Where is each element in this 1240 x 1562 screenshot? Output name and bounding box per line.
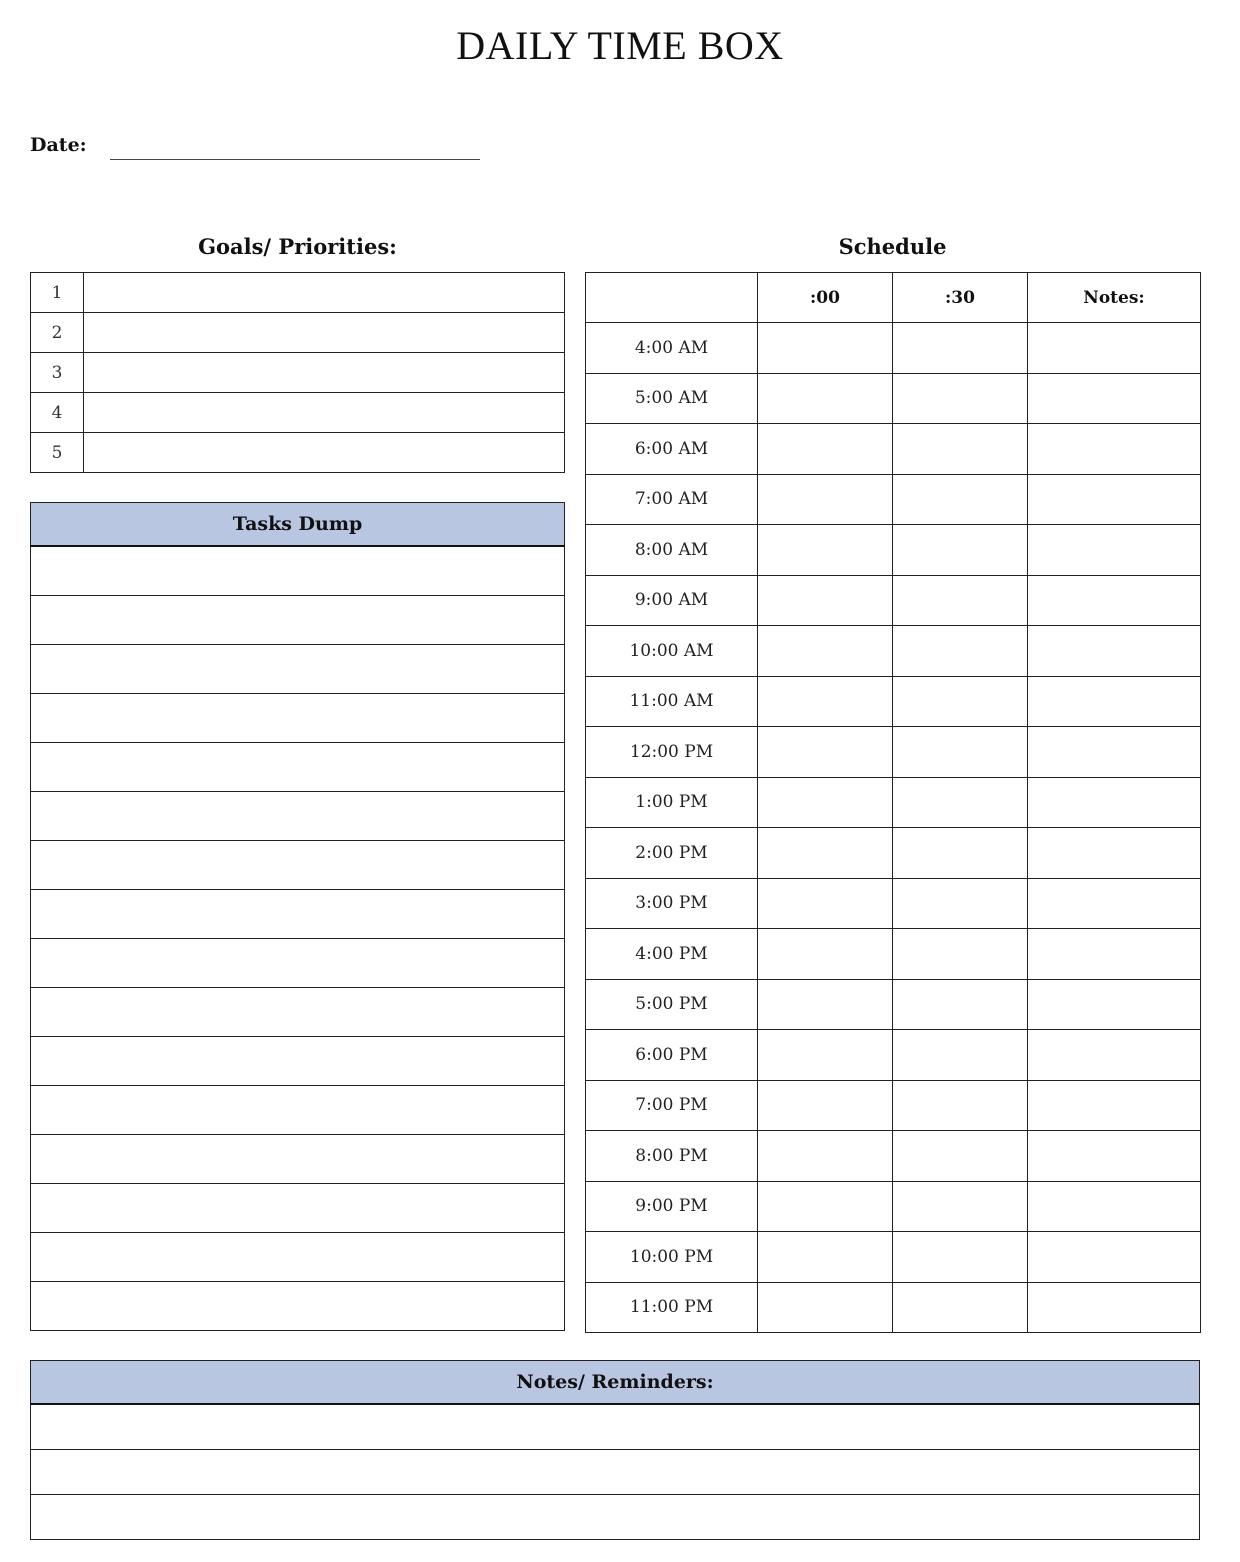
task-input[interactable] — [31, 596, 565, 645]
goal-number: 5 — [31, 433, 84, 473]
notes-input[interactable] — [31, 1495, 1200, 1540]
schedule-time-label: 8:00 AM — [586, 525, 758, 576]
goal-row — [31, 433, 565, 473]
schedule-slot-30[interactable] — [893, 575, 1028, 626]
schedule-time-label: 6:00 PM — [586, 1030, 758, 1081]
task-row — [31, 596, 565, 645]
schedule-notes-cell[interactable] — [1028, 878, 1201, 929]
schedule-notes-cell[interactable] — [1028, 575, 1201, 626]
goal-input[interactable] — [84, 393, 565, 433]
schedule-slot-30[interactable] — [893, 323, 1028, 374]
task-row — [31, 988, 565, 1037]
schedule-time-label: 9:00 PM — [586, 1181, 758, 1232]
task-input[interactable] — [31, 939, 565, 988]
task-row — [31, 645, 565, 694]
task-input[interactable] — [31, 890, 565, 939]
task-row — [31, 1135, 565, 1184]
task-row — [31, 1037, 565, 1086]
schedule-notes-cell[interactable] — [1028, 626, 1201, 677]
schedule-time-label: 10:00 PM — [586, 1232, 758, 1283]
notes-input[interactable] — [31, 1450, 1200, 1495]
schedule-slot-30[interactable] — [893, 727, 1028, 778]
schedule-slot-00[interactable] — [758, 525, 893, 576]
schedule-row — [586, 1030, 1201, 1081]
schedule-slot-30[interactable] — [893, 525, 1028, 576]
goal-number: 1 — [31, 273, 84, 313]
schedule-row — [586, 575, 1201, 626]
task-row — [31, 1184, 565, 1233]
goal-row — [31, 393, 565, 433]
task-input[interactable] — [31, 792, 565, 841]
schedule-time-label: 11:00 PM — [586, 1282, 758, 1333]
schedule-notes-cell[interactable] — [1028, 979, 1201, 1030]
schedule-notes-cell[interactable] — [1028, 828, 1201, 879]
schedule-row — [586, 929, 1201, 980]
schedule-header-30: :30 — [893, 273, 1028, 323]
goal-input[interactable] — [84, 273, 565, 313]
schedule-header-time — [586, 273, 758, 323]
task-row — [31, 1233, 565, 1282]
schedule-table — [585, 272, 1201, 1333]
schedule-slot-30[interactable] — [893, 474, 1028, 525]
task-input[interactable] — [31, 1135, 565, 1184]
goals-title: Goals/ Priorities: — [198, 234, 397, 259]
schedule-slot-30[interactable] — [893, 676, 1028, 727]
schedule-notes-cell[interactable] — [1028, 1030, 1201, 1081]
schedule-slot-30[interactable] — [893, 626, 1028, 677]
schedule-slot-00[interactable] — [758, 929, 893, 980]
schedule-notes-cell[interactable] — [1028, 929, 1201, 980]
schedule-row — [586, 1282, 1201, 1333]
schedule-time-label: 4:00 AM — [586, 323, 758, 374]
task-row — [31, 694, 565, 743]
notes-row — [31, 1404, 1200, 1450]
schedule-slot-00[interactable] — [758, 373, 893, 424]
page-title: DAILY TIME BOX — [456, 23, 784, 68]
schedule-title: Schedule — [838, 234, 947, 259]
schedule-time-label: 10:00 AM — [586, 626, 758, 677]
task-row — [31, 743, 565, 792]
schedule-notes-cell[interactable] — [1028, 1181, 1201, 1232]
task-row — [31, 792, 565, 841]
schedule-header-00: :00 — [758, 273, 893, 323]
task-input[interactable] — [31, 546, 565, 596]
tasks-dump-header: Tasks Dump — [31, 503, 565, 547]
schedule-row — [586, 373, 1201, 424]
schedule-row — [586, 1131, 1201, 1182]
task-input[interactable] — [31, 1184, 565, 1233]
notes-row — [31, 1495, 1200, 1540]
schedule-slot-30[interactable] — [893, 1181, 1028, 1232]
date-label: Date: — [30, 134, 87, 156]
schedule-slot-00[interactable] — [758, 1030, 893, 1081]
schedule-row — [586, 979, 1201, 1030]
schedule-time-label: 9:00 AM — [586, 575, 758, 626]
task-input[interactable] — [31, 1037, 565, 1086]
schedule-slot-00[interactable] — [758, 727, 893, 778]
schedule-slot-30[interactable] — [893, 1131, 1028, 1182]
schedule-slot-30[interactable] — [893, 777, 1028, 828]
schedule-slot-00[interactable] — [758, 828, 893, 879]
schedule-notes-cell[interactable] — [1028, 1131, 1201, 1182]
schedule-row — [586, 727, 1201, 778]
schedule-time-label: 7:00 PM — [586, 1080, 758, 1131]
notes-reminders-table — [30, 1360, 1200, 1540]
schedule-time-label: 7:00 AM — [586, 474, 758, 525]
schedule-slot-30[interactable] — [893, 1080, 1028, 1131]
notes-row — [31, 1450, 1200, 1495]
task-input[interactable] — [31, 1086, 565, 1135]
schedule-slot-00[interactable] — [758, 1131, 893, 1182]
notes-input[interactable] — [31, 1404, 1200, 1450]
schedule-time-label: 8:00 PM — [586, 1131, 758, 1182]
goal-input[interactable] — [84, 353, 565, 393]
schedule-notes-cell[interactable] — [1028, 474, 1201, 525]
schedule-slot-30[interactable] — [893, 929, 1028, 980]
schedule-slot-30[interactable] — [893, 878, 1028, 929]
schedule-slot-00[interactable] — [758, 575, 893, 626]
schedule-time-label: 5:00 AM — [586, 373, 758, 424]
task-row — [31, 890, 565, 939]
task-row — [31, 546, 565, 596]
task-input[interactable] — [31, 1233, 565, 1282]
schedule-row — [586, 323, 1201, 374]
schedule-slot-00[interactable] — [758, 474, 893, 525]
schedule-slot-00[interactable] — [758, 1080, 893, 1131]
goal-row — [31, 313, 565, 353]
schedule-slot-00[interactable] — [758, 878, 893, 929]
schedule-row — [586, 878, 1201, 929]
schedule-notes-cell[interactable] — [1028, 1232, 1201, 1283]
schedule-row — [586, 424, 1201, 475]
schedule-header-notes: Notes: — [1028, 273, 1201, 323]
schedule-slot-30[interactable] — [893, 1030, 1028, 1081]
notes-reminders-header: Notes/ Reminders: — [31, 1361, 1200, 1405]
schedule-notes-cell[interactable] — [1028, 676, 1201, 727]
schedule-time-label: 11:00 AM — [586, 676, 758, 727]
schedule-time-label: 5:00 PM — [586, 979, 758, 1030]
schedule-time-label: 1:00 PM — [586, 777, 758, 828]
schedule-slot-00[interactable] — [758, 323, 893, 374]
schedule-row — [586, 626, 1201, 677]
schedule-slot-30[interactable] — [893, 424, 1028, 475]
task-input[interactable] — [31, 694, 565, 743]
schedule-slot-00[interactable] — [758, 979, 893, 1030]
schedule-slot-00[interactable] — [758, 1232, 893, 1283]
schedule-slot-30[interactable] — [893, 373, 1028, 424]
schedule-notes-cell[interactable] — [1028, 1282, 1201, 1333]
schedule-slot-30[interactable] — [893, 828, 1028, 879]
schedule-time-label: 3:00 PM — [586, 878, 758, 929]
schedule-row — [586, 1181, 1201, 1232]
schedule-row — [586, 1232, 1201, 1283]
schedule-notes-cell[interactable] — [1028, 424, 1201, 475]
goal-number: 3 — [31, 353, 84, 393]
schedule-notes-cell[interactable] — [1028, 525, 1201, 576]
schedule-row — [586, 676, 1201, 727]
task-input[interactable] — [31, 988, 565, 1037]
goal-input[interactable] — [84, 313, 565, 353]
schedule-row — [586, 828, 1201, 879]
goal-row — [31, 353, 565, 393]
goal-number: 2 — [31, 313, 84, 353]
task-input[interactable] — [31, 1282, 565, 1331]
task-row — [31, 1086, 565, 1135]
schedule-time-label: 6:00 AM — [586, 424, 758, 475]
goal-row — [31, 273, 565, 313]
schedule-row — [586, 1080, 1201, 1131]
schedule-notes-cell[interactable] — [1028, 727, 1201, 778]
task-row — [31, 1282, 565, 1331]
task-input[interactable] — [31, 645, 565, 694]
schedule-row — [586, 777, 1201, 828]
task-input[interactable] — [31, 743, 565, 792]
goals-table — [30, 272, 565, 473]
schedule-notes-cell[interactable] — [1028, 323, 1201, 374]
schedule-time-label: 4:00 PM — [586, 929, 758, 980]
task-row — [31, 939, 565, 988]
schedule-slot-00[interactable] — [758, 1181, 893, 1232]
schedule-time-label: 12:00 PM — [586, 727, 758, 778]
schedule-notes-cell[interactable] — [1028, 777, 1201, 828]
schedule-slot-30[interactable] — [893, 1282, 1028, 1333]
schedule-slot-30[interactable] — [893, 979, 1028, 1030]
schedule-time-label: 2:00 PM — [586, 828, 758, 879]
schedule-row — [586, 474, 1201, 525]
task-input[interactable] — [31, 841, 565, 890]
tasks-dump-table — [30, 502, 565, 1331]
schedule-slot-00[interactable] — [758, 1282, 893, 1333]
schedule-notes-cell[interactable] — [1028, 1080, 1201, 1131]
schedule-slot-00[interactable] — [758, 676, 893, 727]
goal-number: 4 — [31, 393, 84, 433]
task-row — [31, 841, 565, 890]
schedule-slot-00[interactable] — [758, 424, 893, 475]
schedule-slot-00[interactable] — [758, 626, 893, 677]
schedule-slot-30[interactable] — [893, 1232, 1028, 1283]
goal-input[interactable] — [84, 433, 565, 473]
schedule-slot-00[interactable] — [758, 777, 893, 828]
schedule-notes-cell[interactable] — [1028, 373, 1201, 424]
date-field[interactable] — [110, 159, 480, 160]
schedule-row — [586, 525, 1201, 576]
